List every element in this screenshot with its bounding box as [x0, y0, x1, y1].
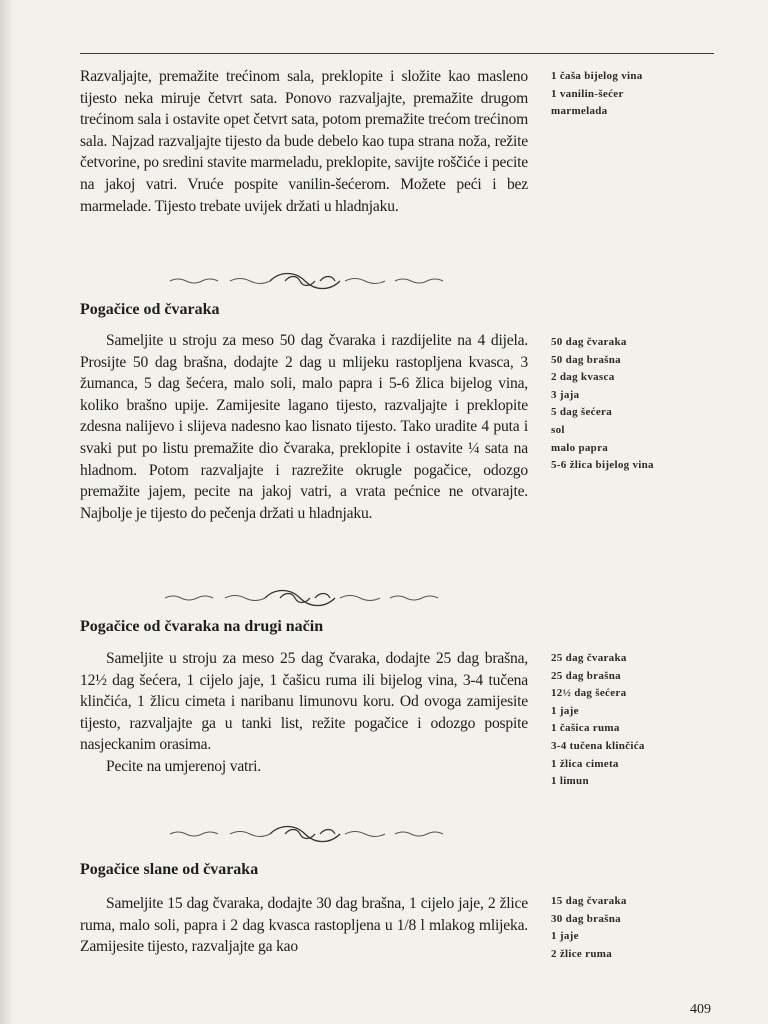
ornament-divider	[160, 270, 460, 290]
intro-ingredient-list	[551, 68, 711, 121]
ingredient-item: 25 dag brašna	[551, 669, 621, 682]
ingredient-item: 1 jaje	[551, 704, 579, 717]
recipe-ingredient-list	[551, 334, 711, 475]
recipe-paragraph: Sameljite u stroju za meso 50 dag čvaraka i razdijelite na 4 dijela. Prosijte 50 dag brašna, dodajte 2 dag u mlijeku rastopljena kvasca, 3 žumanca, 5 dag šećera, malo soli, malo papra i 5-6 žlica bijelog vina, koliko brašno upije. Zamijesite lagano tijesto, razvaljajte i preklopite zdesna nalijevo i slijeva nadesno kao lisnato tijesto. Tako uradite 4 puta i svaki put po listu premažite dio čvaraka, preklopite i ostavite ¼ sata na hladnom. Potom razvaljajte i razrežite okrugle pogačice, odozgo premažite jajem, pecite na jakoj vatri, a vrata pećnice ne otvarajte. Najbolje je tijesto do pečenja držati u hladnjaku.	[80, 332, 528, 522]
page-binding-shadow	[0, 0, 14, 1024]
ingredient-item: marmelada	[551, 105, 608, 118]
ingredient-item: 15 dag čvaraka	[551, 895, 627, 907]
ingredient-item: 25 dag čvaraka	[551, 652, 627, 664]
ingredient-item: 1 čašica ruma	[551, 722, 620, 735]
recipe-text-block	[80, 330, 528, 524]
intro-paragraph: Razvaljajte, premažite trećinom sala, preklopite i složite kao masleno tijesto neka miruje četvrt sata. Ponovo razvaljajte, premažite drugom trećinom sala i ostavite opet četvrt sata, potom premažite trećom trećinom sala. Najzad razvaljajte tijesto da bude debelo kao tupa strana noža, režite četvorine, po sredini stavite marmeladu, preklopite, savijte roščiće i pecite na jakoj vatri. Vruće pospite vanilin-šećerom. Možete peći i bez marmelade. Tijesto trebate uvijek držati u hladnjaku.	[80, 68, 528, 215]
ingredient-item: 3 jaja	[551, 388, 580, 401]
recipe-title: Pogačice od čvaraka	[80, 301, 220, 318]
ornament-divider	[160, 823, 460, 843]
ingredient-item: 1 žlica cimeta	[551, 757, 619, 770]
ingredient-item: 50 dag brašna	[551, 353, 621, 366]
recipe-paragraph: Sameljite u stroju za meso 25 dag čvaraka, dodajte 25 dag brašna, 12½ dag šećera, 1 cijelo jaje, 1 čašicu ruma ili bijelog vina, 3-4 tučena klinčića, 1 žlicu cimeta i naribanu limunovu koru. Od ovoga zamijesite tijesto, razvaljajte ga u tanki list, režite pogačice i odozgo pospite nasjeckanim orasima.	[80, 650, 528, 754]
recipe-paragraph: Sameljite 15 dag čvaraka, dodajte 30 dag brašna, 1 cijelo jaje, 2 žlice ruma, malo soli, papra i 2 dag kvasca rastopljena u 1/8 l mlakog mlijeka. Zamijesite tijesto, razvaljajte ga kao	[80, 895, 528, 956]
recipe-title: Pogačice slane od čvaraka	[80, 861, 259, 878]
ingredient-item: 1 limun	[551, 775, 589, 788]
recipe-ingredient-list	[551, 893, 711, 963]
top-rule	[80, 53, 714, 54]
recipe-title: Pogačice od čvaraka na drugi način	[80, 618, 324, 635]
ingredient-item: malo papra	[551, 441, 609, 454]
recipe-text-block	[80, 648, 528, 778]
ingredient-item: 1 vanilin-šećer	[551, 87, 624, 100]
ingredient-item: 2 žlice ruma	[551, 947, 613, 960]
ingredient-item: 30 dag brašna	[551, 912, 621, 925]
ingredient-item: 12½ dag šećera	[551, 687, 627, 700]
page-number: 409	[690, 1002, 711, 1017]
recipe-ingredient-list	[551, 650, 711, 791]
ornament-divider	[155, 587, 455, 607]
recipe-paragraph: Pecite na umjerenoj vatri.	[106, 757, 262, 775]
recipe-text-block	[80, 893, 528, 958]
ingredient-item: 50 dag čvaraka	[551, 336, 627, 348]
ingredient-item: 5-6 žlica bijelog vina	[551, 459, 654, 472]
ingredient-item: sol	[551, 423, 565, 436]
ingredient-item: 1 jaje	[551, 930, 579, 943]
ingredient-item: 3-4 tučena klinčića	[551, 739, 645, 752]
ingredient-item: 5 dag šećera	[551, 406, 613, 419]
intro-text-block	[80, 66, 528, 217]
ingredient-item: 1 čaša bijelog vina	[551, 70, 643, 82]
ingredient-item: 2 dag kvasca	[551, 371, 615, 384]
